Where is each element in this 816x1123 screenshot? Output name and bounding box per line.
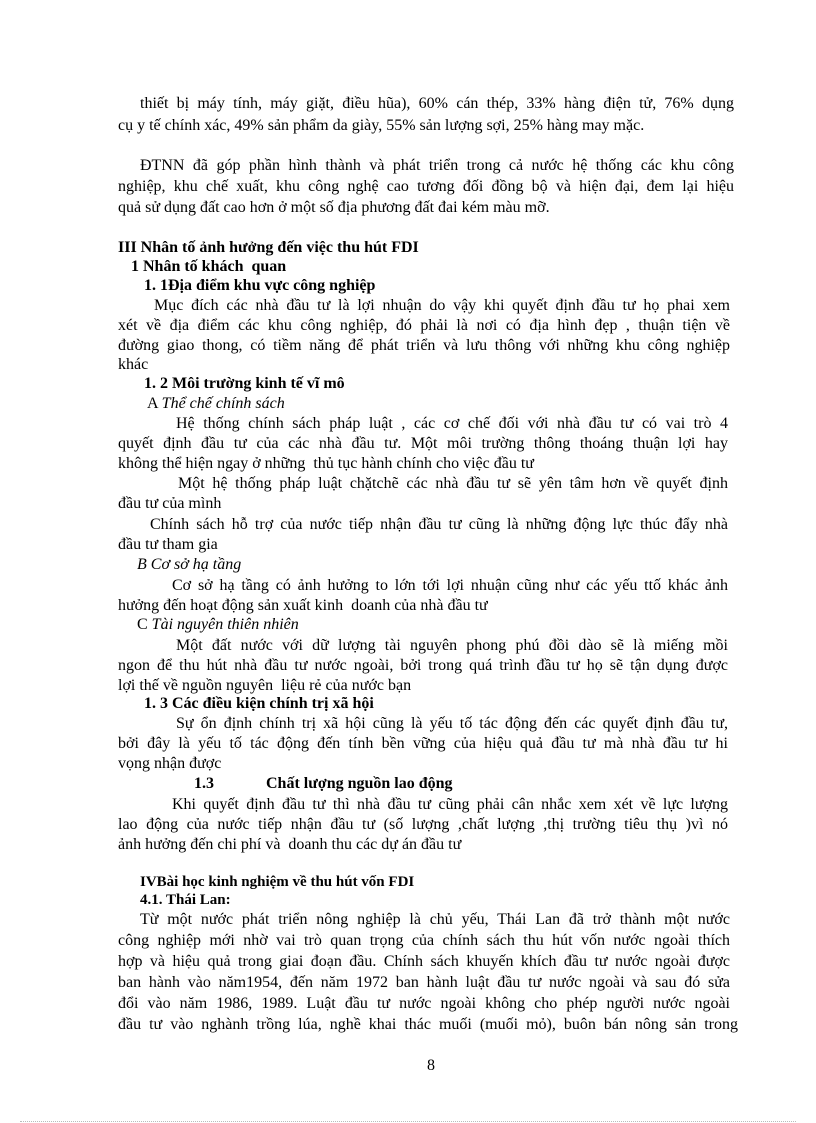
heading-a	[147, 394, 285, 414]
p-b-line-2: hưởng đến hoạt động sản xuất kinh doanh của nhà đầu tư	[118, 597, 488, 614]
p-1-3a-line-3: vọng nhận được	[118, 755, 222, 772]
p-a3-line-1: Chính sách hỗ trợ của nước tiếp nhận đầu tư cũng là những động lực thúc đẩy nhà	[150, 516, 728, 533]
section-3-heading: III Nhân tố ảnh hưởng đến việc thu hút FDI	[118, 239, 419, 256]
p-1-1-line-4: khác	[118, 356, 149, 373]
dtnn-line-2: nghiệp, khu chế xuất, khu công nghệ cao tương đối đồng bộ và hiện đại, đem lại hiệu	[118, 178, 734, 195]
p-1-1-line-3: đường giao thong, có tiềm năng để phát triển và lưu thông với những khu công nghiệp	[118, 337, 730, 354]
dtnn-line-3: quả sử dụng đất cao hơn ở một số địa phương đất đai kém màu mỡ.	[118, 199, 550, 216]
p-a3-line-2: đầu tư tham gia	[118, 536, 218, 553]
page-bottom-border	[20, 1121, 796, 1122]
p-c-line-1: Một đất nước với dữ lượng tài nguyên phong phú đồi dào sẽ là miếng mồi	[176, 637, 728, 654]
heading-c	[137, 615, 299, 635]
page-number: 8	[427, 1057, 435, 1074]
p-1-3a-line-2: bởi đây là yếu tố tác động đến tính bền vững của hiệu quả đầu tư mà nhà đầu tư hi	[118, 735, 728, 752]
heading-1-2: 1. 2 Môi trường kinh tế vĩ mô	[144, 375, 345, 392]
p-a1-line-2: quyết định đầu tư của các nhà đầu tư. Một môi trường thông thoáng thuận lợi hay	[118, 435, 728, 452]
p-4-1-line-2: công nghiệp mới nhờ vai trò quan trọng của chính sách thu hút vốn nước ngoài thích	[118, 932, 730, 949]
p-1-3b-line-3: ảnh hưởng đến chi phí và doanh thu các dự án đầu tư	[118, 836, 462, 853]
p-c-line-3: lợi thế về nguồn nguyên liệu rẻ của nước bạn	[118, 677, 412, 694]
p-1-3a-line-1: Sự ổn định chính trị xã hội cũng là yếu tố tác động đến các quyết định đầu tư,	[176, 715, 728, 732]
p-1-3b-line-1: Khi quyết định đầu tư thì nhà đầu tư cũng phải cân nhắc xem xét về lực lượng	[172, 796, 728, 813]
p-b-line-1: Cơ sở hạ tầng có ảnh hưởng to lớn tới lợi nhuận cũng như các yếu ttố khác ảnh	[172, 577, 728, 594]
p-4-1-line-6: đầu tư vào nghành trồng lúa, nghề khai thác muối (muối mỏ), buôn bán nông sản trong	[118, 1016, 738, 1033]
heading-b: B Cơ sở hạ tầng	[137, 556, 242, 573]
intro-line-1: thiết bị máy tính, máy giặt, điều hũa), 60% cán thép, 33% hàng điện tử, 76% dụng	[140, 95, 734, 112]
p-a2-line-1: Một hệ thống pháp luật chặtchẽ các nhà đầu tư sẽ yên tâm hơn về quyết định	[178, 475, 728, 492]
heading-a-title: Thể chế chính sách	[161, 395, 285, 412]
p-a1-line-1: Hệ thống chính sách pháp luật , các cơ chế đối với nhà đầu tư có vai trò 4	[176, 415, 728, 432]
heading-c-title: Tài nguyên thiên nhiên	[151, 616, 299, 633]
heading-a-label: A	[147, 395, 162, 412]
heading-1-3-labor-number: 1.3	[194, 775, 214, 792]
dtnn-line-1: ĐTNN đã góp phần hình thành và phát triển trong cả nước hệ thống các khu công	[140, 157, 734, 174]
p-1-1-line-2: xét về địa điểm các khu công nghiệp, đó phải là nơi có địa hình đẹp , thuận tiện về	[118, 317, 730, 334]
subsection-4-1-heading: 4.1. Thái Lan:	[140, 892, 231, 908]
p-4-1-line-3: hợp và hiệu quả trong giai đoạn đầu. Chính sách khuyến khích đầu tư nước ngoài được	[118, 953, 730, 970]
p-4-1-line-5: đổi vào năm 1986, 1989. Luật đầu tư nước ngoài không cho phép người nước ngoài	[118, 995, 730, 1012]
p-c-line-2: ngon để thu hút nhà đầu tư nước ngoài, bởi trong quá trình đầu tư họ sẽ tận dụng được	[118, 657, 728, 674]
p-4-1-line-1: Từ một nước phát triển nông nghiệp là chủ yếu, Thái Lan đã trở thành một nước	[140, 911, 730, 928]
p-a1-line-3: không thể hiện ngay ở những thủ tục hành chính cho việc đầu tư	[118, 455, 534, 472]
heading-1-3-political: 1. 3 Các điều kiện chính trị xã hội	[144, 695, 374, 712]
section-4-heading: IVBài học kinh nghiệm về thu hút vốn FDI	[140, 874, 415, 890]
heading-1-3-labor-title: Chất lượng nguồn lao động	[266, 775, 453, 792]
intro-line-2: cụ y tế chính xác, 49% sản phẩm da giày, 55% sản lượng sợi, 25% hàng may mặc.	[118, 117, 645, 134]
subsection-1-heading: 1 Nhân tố khách quan	[131, 258, 287, 275]
p-1-3b-line-2: lao động của nước tiếp nhận đầu tư (số lượng ,chất lượng ,thị trường tiêu thụ )vì nó	[118, 816, 728, 833]
p-4-1-line-4: ban hành vào năm1954, đến năm 1972 ban hành luật đầu tư nước ngoài và sau đó sửa	[118, 974, 730, 991]
heading-c-label: C	[137, 616, 152, 633]
p-a2-line-2: đầu tư của mình	[118, 495, 222, 512]
heading-1-1: 1. 1Địa điểm khu vực công nghiệp	[144, 277, 376, 294]
p-1-1-line-1: Mục đích các nhà đầu tư là lợi nhuận do vậy khi quyết định đầu tư họ phai xem	[154, 297, 730, 314]
